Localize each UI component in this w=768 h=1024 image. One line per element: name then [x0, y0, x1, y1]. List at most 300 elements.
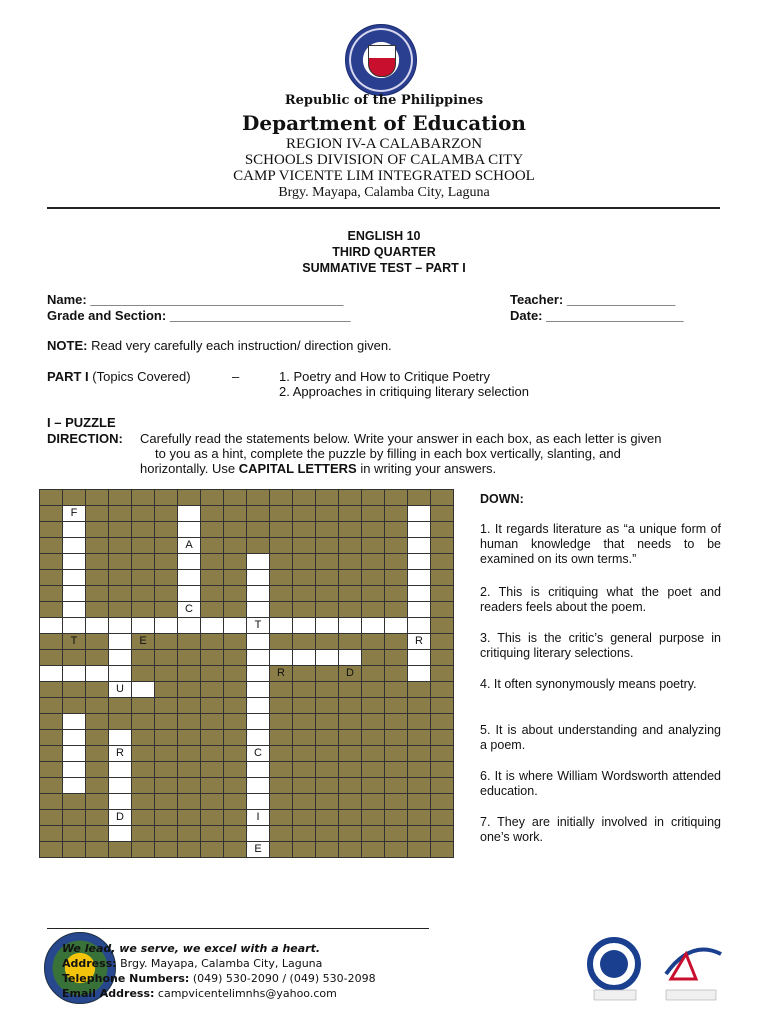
answer-cell[interactable] [109, 778, 132, 794]
blocked-cell [431, 522, 454, 538]
blocked-cell [86, 490, 109, 506]
blocked-cell [63, 826, 86, 842]
answer-cell[interactable] [247, 730, 270, 746]
name-label: Name: [47, 292, 87, 307]
answer-cell[interactable] [270, 650, 293, 666]
answer-cell[interactable] [247, 666, 270, 682]
blocked-cell [109, 506, 132, 522]
blocked-cell [132, 778, 155, 794]
blocked-cell [293, 730, 316, 746]
blocked-cell [178, 490, 201, 506]
blocked-cell [224, 714, 247, 730]
answer-cell[interactable] [109, 794, 132, 810]
blocked-cell [385, 730, 408, 746]
teacher-label: Teacher: [510, 292, 564, 307]
answer-cell[interactable] [109, 650, 132, 666]
answer-cell[interactable] [247, 698, 270, 714]
answer-cell[interactable] [385, 618, 408, 634]
grid-row [40, 762, 454, 778]
answer-cell[interactable] [63, 762, 86, 778]
blocked-cell [408, 842, 431, 858]
footer-phone: Telephone Numbers: (049) 530-2090 / (049) 530-2098 [62, 972, 376, 985]
grid-row [40, 666, 454, 682]
grid-row [40, 538, 454, 554]
clue-2: 2. This is critiquing what the poet and readers feels about the poem. [480, 585, 721, 614]
blocked-cell [40, 506, 63, 522]
blocked-cell [431, 634, 454, 650]
blocked-cell [132, 666, 155, 682]
direction-line-1: Carefully read the statements below. Write your answer in each box, as each letter is given [140, 431, 662, 446]
blocked-cell [431, 714, 454, 730]
answer-cell[interactable] [247, 586, 270, 602]
answer-cell[interactable]: D [109, 810, 132, 826]
blocked-cell [431, 698, 454, 714]
answer-cell[interactable] [40, 618, 63, 634]
blocked-cell [86, 554, 109, 570]
blocked-cell [385, 554, 408, 570]
blocked-cell [339, 794, 362, 810]
answer-cell[interactable] [63, 730, 86, 746]
blocked-cell [155, 506, 178, 522]
blocked-cell [431, 762, 454, 778]
answer-cell[interactable] [293, 650, 316, 666]
answer-cell[interactable]: A [178, 538, 201, 554]
answer-cell[interactable] [408, 602, 431, 618]
answer-cell[interactable] [178, 506, 201, 522]
blocked-cell [109, 586, 132, 602]
blocked-cell [339, 842, 362, 858]
grade-section-blank[interactable]: _________________________ [169, 308, 351, 323]
blocked-cell [132, 586, 155, 602]
blocked-cell [86, 714, 109, 730]
blocked-cell [431, 554, 454, 570]
blocked-cell [270, 586, 293, 602]
blocked-cell [293, 586, 316, 602]
blocked-cell [178, 826, 201, 842]
answer-cell[interactable] [362, 618, 385, 634]
blocked-cell [178, 810, 201, 826]
blocked-cell [155, 698, 178, 714]
blocked-cell [132, 602, 155, 618]
answer-cell[interactable] [178, 586, 201, 602]
blocked-cell [86, 522, 109, 538]
answer-cell[interactable] [408, 538, 431, 554]
grid-row [40, 586, 454, 602]
note-label: NOTE: [47, 338, 88, 353]
blocked-cell [316, 698, 339, 714]
grid-row [40, 602, 454, 618]
blocked-cell [86, 794, 109, 810]
blocked-cell [339, 602, 362, 618]
blocked-cell [339, 586, 362, 602]
blocked-cell [293, 634, 316, 650]
blocked-cell [362, 730, 385, 746]
blocked-cell [40, 810, 63, 826]
answer-cell[interactable]: U [109, 682, 132, 698]
blocked-cell [201, 682, 224, 698]
blocked-cell [40, 730, 63, 746]
blocked-cell [40, 586, 63, 602]
answer-cell[interactable] [247, 554, 270, 570]
blocked-cell [293, 810, 316, 826]
blocked-cell [86, 506, 109, 522]
date-blank[interactable]: ___________________ [546, 308, 684, 323]
blocked-cell [201, 666, 224, 682]
part-dash: – [232, 369, 240, 384]
blocked-cell [86, 762, 109, 778]
blocked-cell [132, 714, 155, 730]
answer-cell[interactable] [408, 586, 431, 602]
blocked-cell [109, 602, 132, 618]
blocked-cell [431, 570, 454, 586]
blocked-cell [362, 490, 385, 506]
clue-1: 1. It regards literature as “a unique form of human knowledge that needs to be examined on its own terms.” [480, 522, 721, 566]
blocked-cell [40, 682, 63, 698]
blocked-cell [201, 794, 224, 810]
blocked-cell [224, 522, 247, 538]
blocked-cell [132, 538, 155, 554]
blocked-cell [201, 490, 224, 506]
blocked-cell [316, 666, 339, 682]
answer-cell[interactable]: I [247, 810, 270, 826]
answer-cell[interactable] [247, 762, 270, 778]
blocked-cell [40, 634, 63, 650]
answer-cell[interactable] [247, 682, 270, 698]
blocked-cell [109, 554, 132, 570]
answer-cell[interactable]: R [109, 746, 132, 762]
header-divider [47, 207, 720, 209]
blocked-cell [86, 586, 109, 602]
puzzle-heading: I – PUZZLE [47, 415, 116, 430]
blocked-cell [201, 698, 224, 714]
blocked-cell [201, 538, 224, 554]
crossword-grid [39, 489, 454, 858]
footer-email: Email Address: campvicentelimnhs@yahoo.com [62, 987, 337, 1000]
grade-section-label: Grade and Section: [47, 308, 167, 323]
answer-cell[interactable] [132, 682, 155, 698]
blocked-cell [339, 506, 362, 522]
answer-cell[interactable] [109, 826, 132, 842]
answer-cell[interactable] [339, 650, 362, 666]
answer-cell[interactable] [63, 602, 86, 618]
blocked-cell [385, 506, 408, 522]
blocked-cell [132, 490, 155, 506]
answer-cell[interactable] [132, 618, 155, 634]
blocked-cell [178, 730, 201, 746]
blocked-cell [109, 698, 132, 714]
blocked-cell [40, 826, 63, 842]
blocked-cell [293, 490, 316, 506]
blocked-cell [201, 634, 224, 650]
answer-cell[interactable]: R [408, 634, 431, 650]
grid-row [40, 682, 454, 698]
answer-cell[interactable] [109, 762, 132, 778]
blocked-cell [201, 570, 224, 586]
blocked-cell [132, 762, 155, 778]
answer-cell[interactable] [86, 618, 109, 634]
blocked-cell [155, 762, 178, 778]
blocked-cell [201, 602, 224, 618]
test-title: SUMMATIVE TEST – PART I [302, 261, 466, 275]
answer-cell[interactable] [63, 586, 86, 602]
school-motto: We lead, we serve, we excel with a heart. [62, 942, 321, 955]
blocked-cell [178, 842, 201, 858]
blocked-cell [362, 554, 385, 570]
answer-cell[interactable] [293, 618, 316, 634]
blocked-cell [362, 826, 385, 842]
blocked-cell [385, 714, 408, 730]
blocked-cell [362, 602, 385, 618]
blocked-cell [155, 554, 178, 570]
blocked-cell [408, 810, 431, 826]
answer-cell[interactable] [63, 522, 86, 538]
answer-cell[interactable] [63, 746, 86, 762]
blocked-cell [385, 794, 408, 810]
blocked-cell [385, 762, 408, 778]
answer-cell[interactable] [247, 634, 270, 650]
answer-cell[interactable] [339, 618, 362, 634]
answer-cell[interactable] [247, 714, 270, 730]
blocked-cell [270, 682, 293, 698]
blocked-cell [201, 522, 224, 538]
topic-2: 2. Approaches in critiquing literary selection [279, 384, 530, 399]
clue-6: 6. It is where William Wordsworth attended education. [480, 769, 721, 798]
blocked-cell [408, 682, 431, 698]
blocked-cell [132, 746, 155, 762]
blocked-cell [270, 570, 293, 586]
blocked-cell [270, 522, 293, 538]
answer-cell[interactable] [408, 522, 431, 538]
blocked-cell [86, 570, 109, 586]
answer-cell[interactable] [63, 714, 86, 730]
answer-cell[interactable] [247, 778, 270, 794]
blocked-cell [431, 618, 454, 634]
answer-cell[interactable]: C [178, 602, 201, 618]
blocked-cell [316, 826, 339, 842]
blocked-cell [40, 762, 63, 778]
grid-row [40, 506, 454, 522]
blocked-cell [408, 762, 431, 778]
blocked-cell [316, 538, 339, 554]
blocked-cell [132, 842, 155, 858]
direction-line-3: horizontally. Use CAPITAL LETTERS in writing your answers. [140, 461, 497, 476]
answer-cell[interactable] [316, 650, 339, 666]
grid-row [40, 698, 454, 714]
answer-cell[interactable] [408, 650, 431, 666]
blocked-cell [293, 826, 316, 842]
clue-4: 4. It often synonymously means poetry. [480, 677, 697, 691]
teacher-field [510, 292, 675, 307]
blocked-cell [86, 682, 109, 698]
answer-cell[interactable] [63, 538, 86, 554]
blocked-cell [40, 714, 63, 730]
blocked-cell [362, 522, 385, 538]
blocked-cell [316, 762, 339, 778]
blocked-cell [86, 698, 109, 714]
answer-cell[interactable] [247, 602, 270, 618]
answer-cell[interactable] [247, 650, 270, 666]
answer-cell[interactable] [109, 666, 132, 682]
grid-row [40, 746, 454, 762]
blocked-cell [431, 682, 454, 698]
blocked-cell [178, 794, 201, 810]
blocked-cell [385, 826, 408, 842]
answer-cell[interactable] [408, 618, 431, 634]
answer-cell[interactable] [63, 554, 86, 570]
blocked-cell [40, 842, 63, 858]
answer-cell[interactable] [270, 618, 293, 634]
pab-accreditation-logo [656, 934, 726, 1004]
blocked-cell [339, 762, 362, 778]
answer-cell[interactable] [247, 826, 270, 842]
blocked-cell [247, 522, 270, 538]
blocked-cell [224, 570, 247, 586]
blocked-cell [385, 746, 408, 762]
blocked-cell [408, 794, 431, 810]
blocked-cell [293, 570, 316, 586]
blocked-cell [201, 730, 224, 746]
blocked-cell [86, 602, 109, 618]
answer-cell[interactable]: T [247, 618, 270, 634]
answer-cell[interactable] [63, 778, 86, 794]
blocked-cell [132, 570, 155, 586]
answer-cell[interactable] [178, 522, 201, 538]
answer-cell[interactable] [316, 618, 339, 634]
blocked-cell [247, 506, 270, 522]
answer-cell[interactable] [224, 618, 247, 634]
blocked-cell [385, 842, 408, 858]
blocked-cell [178, 746, 201, 762]
blocked-cell [408, 778, 431, 794]
blocked-cell [362, 538, 385, 554]
department-title: Department of Education [242, 111, 526, 135]
blocked-cell [224, 650, 247, 666]
blocked-cell [316, 794, 339, 810]
grid-row [40, 794, 454, 810]
blocked-cell [270, 554, 293, 570]
blocked-cell [201, 842, 224, 858]
school-address: Brgy. Mayapa, Calamba City, Laguna [278, 185, 490, 200]
blocked-cell [63, 810, 86, 826]
blocked-cell [63, 794, 86, 810]
teacher-blank[interactable]: _______________ [566, 292, 676, 307]
answer-cell[interactable]: E [247, 842, 270, 858]
blocked-cell [201, 826, 224, 842]
blocked-cell [293, 522, 316, 538]
blocked-cell [155, 730, 178, 746]
blocked-cell [339, 554, 362, 570]
blocked-cell [293, 778, 316, 794]
blocked-cell [385, 698, 408, 714]
blocked-cell [431, 650, 454, 666]
answer-cell[interactable] [63, 666, 86, 682]
blocked-cell [201, 810, 224, 826]
blocked-cell [431, 810, 454, 826]
blocked-cell [40, 602, 63, 618]
answer-cell[interactable]: C [247, 746, 270, 762]
blocked-cell [362, 586, 385, 602]
blocked-cell [270, 714, 293, 730]
answer-cell[interactable] [178, 618, 201, 634]
answer-cell[interactable] [178, 554, 201, 570]
blocked-cell [431, 586, 454, 602]
blocked-cell [385, 538, 408, 554]
answer-cell[interactable] [247, 794, 270, 810]
blocked-cell [270, 634, 293, 650]
blocked-cell [40, 778, 63, 794]
blocked-cell [40, 522, 63, 538]
blocked-cell [224, 762, 247, 778]
grid-row [40, 826, 454, 842]
answer-cell[interactable] [408, 666, 431, 682]
answer-cell[interactable] [63, 570, 86, 586]
answer-cell[interactable]: F [63, 506, 86, 522]
blocked-cell [132, 554, 155, 570]
blocked-cell [224, 554, 247, 570]
answer-cell[interactable] [109, 730, 132, 746]
answer-cell[interactable] [63, 618, 86, 634]
blocked-cell [293, 682, 316, 698]
name-blank[interactable]: ___________________________________ [90, 292, 344, 307]
blocked-cell [270, 506, 293, 522]
answer-cell[interactable] [247, 570, 270, 586]
blocked-cell [339, 538, 362, 554]
grid-row [40, 554, 454, 570]
blocked-cell [362, 634, 385, 650]
blocked-cell [132, 826, 155, 842]
blocked-cell [86, 538, 109, 554]
answer-cell[interactable] [109, 618, 132, 634]
answer-cell[interactable] [40, 666, 63, 682]
answer-cell[interactable] [178, 570, 201, 586]
blocked-cell [155, 602, 178, 618]
blocked-cell [362, 714, 385, 730]
blocked-cell [270, 794, 293, 810]
blocked-cell [431, 538, 454, 554]
blocked-cell [178, 634, 201, 650]
blocked-cell [339, 730, 362, 746]
answer-cell[interactable] [86, 666, 109, 682]
blocked-cell [385, 602, 408, 618]
note-line [47, 338, 392, 353]
region-line: REGION IV-A CALABARZON [285, 136, 483, 152]
blocked-cell [316, 506, 339, 522]
answer-cell[interactable] [408, 554, 431, 570]
blocked-cell [293, 666, 316, 682]
answer-cell[interactable] [109, 634, 132, 650]
blocked-cell [63, 698, 86, 714]
answer-cell[interactable] [408, 506, 431, 522]
blocked-cell [224, 826, 247, 842]
blocked-cell [385, 810, 408, 826]
blocked-cell [63, 490, 86, 506]
blocked-cell [224, 842, 247, 858]
blocked-cell [178, 762, 201, 778]
blocked-cell [293, 762, 316, 778]
answer-cell[interactable] [155, 618, 178, 634]
blocked-cell [40, 538, 63, 554]
blocked-cell [40, 490, 63, 506]
blocked-cell [40, 746, 63, 762]
blocked-cell [431, 842, 454, 858]
blocked-cell [339, 778, 362, 794]
answer-cell[interactable] [201, 618, 224, 634]
grid-row [40, 522, 454, 538]
answer-cell[interactable] [408, 570, 431, 586]
blocked-cell [316, 490, 339, 506]
blocked-cell [270, 778, 293, 794]
blocked-cell [224, 746, 247, 762]
